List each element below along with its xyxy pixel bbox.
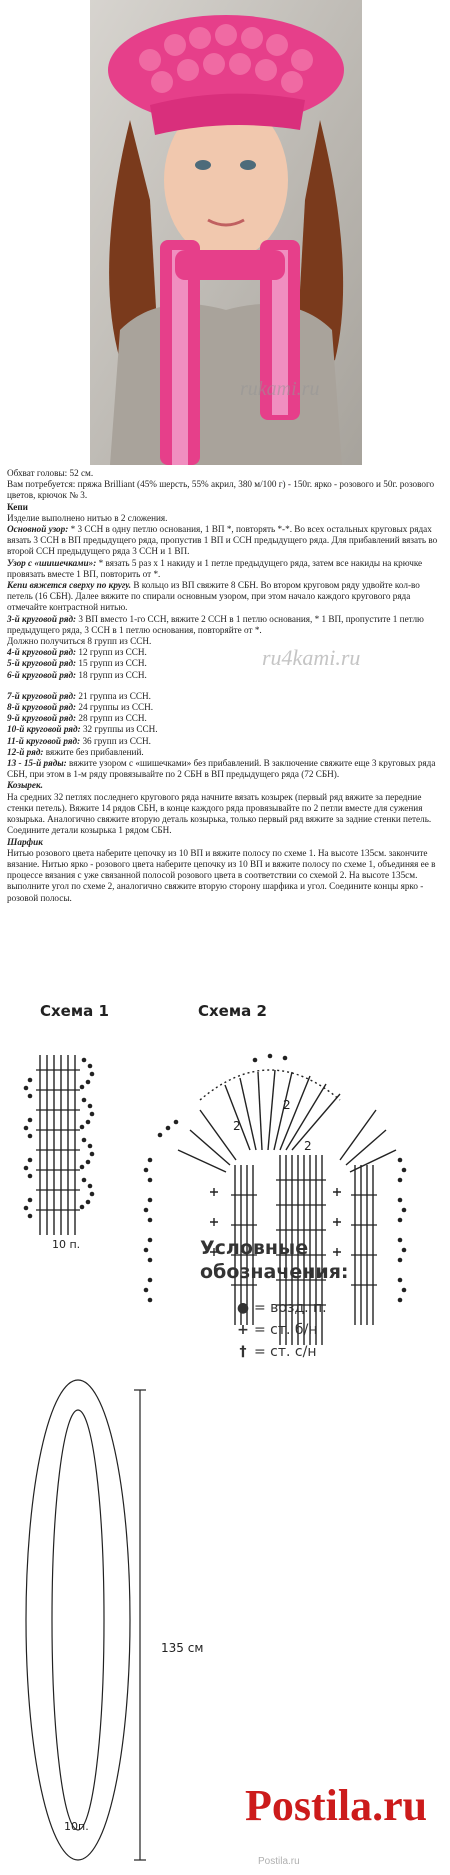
legend-chain: ● = возд. п. (232, 1300, 327, 1316)
kepi-note: Изделие выполнено нитью в 2 сложения. (7, 512, 168, 523)
scheme-1-width-label: 10 п. (52, 1238, 81, 1251)
photo-watermark: rukami.ru (240, 378, 320, 400)
visor-text: На средних 32 петлях последнего кругового ряда начните вязать козырек (первый ряд вяжите за передние стенки петель). Вяжите 14 рядов СБН, в конце каждого ряда провязывайте по 2 петли вместе для сужения козырька. Аналогично свяжите вторую деталь козырька, только первый ряд вяжите за задние стенки петель. Соедините детали козырька 1 рядом СБН. (7, 791, 432, 836)
scarf-outline (26, 1380, 146, 1860)
row-12: 12-й ряд: вяжите без прибавлений. (7, 746, 144, 757)
row-6: 6-й круговой ряд: 18 групп из ССН. ru4kami.ru (7, 644, 361, 680)
postila-watermark: Postila.ru (258, 1856, 300, 1867)
scheme-1-crossbars (36, 1070, 80, 1210)
scheme-2-mark-c: 2 (283, 1098, 291, 1112)
main-pattern: Основной узор: * 3 ССН в одну петлю основания, 1 ВП *, повторять *-*. Во всех остальных круговых рядах вязать 3 ССН в ВП предыдущего ряда, пропустив 1 ВП и ССН предыдущего ряда. Для прибавлений вязать во второй ССН предыдущего ряда 3 ССН и 1 ВП. (7, 524, 438, 557)
scheme-2-mark-a: 2 (233, 1119, 241, 1133)
scarf-heading: Шарфик (7, 836, 43, 847)
crochet-diagrams (0, 1050, 450, 1870)
row-7: 7-й круговой ряд: 21 группа из ССН. (7, 690, 151, 701)
bump-pattern: Узор с «шишечками»: * вязать 5 раз х 1 накиду и 1 петле предыдущего ряда, затем все накиды на крючке провязать вместе 1 ВП, повторить от *. (7, 557, 423, 579)
plus-icon: + (237, 1322, 249, 1338)
row-11: 11-й круговой ряд: 36 групп из ССН. (7, 735, 151, 746)
visor-heading: Козырек. (7, 780, 43, 791)
kepi-heading: Кепи (7, 501, 28, 512)
row-5: 5-й круговой ряд: 15 групп из ССН. (7, 658, 147, 669)
scheme-1-chain-dots (24, 1058, 95, 1219)
scheme-1-title: Схема 1 (40, 1002, 109, 1020)
scheme-2-mark-b: 2 (304, 1139, 312, 1153)
scarf-text: Нитью розового цвета наберите цепочку из 10 ВП и вяжите полосу по схеме 1. На высоте 135см. закончите вязание. Нитью ярко - розового цвета наберите цепочку из 10 ВП и вяжите полосу по схеме 1, объединяя ее в процессе вязания с уже связанной полосой розового цвета в соответствии со схемой 2. На высоте 135см. выполните угол по схеме 2, аналогично свяжите вторую сторону шарфика и угол. Соедините концы ярко - розовой полосы. (7, 847, 436, 903)
head-size: Обхват головы: 52 см. (7, 468, 94, 478)
scheme-1-columns (40, 1055, 75, 1235)
row-4: 4-й круговой ряд: 12 групп из ССН. (7, 647, 147, 658)
scheme-2-fan (178, 1070, 396, 1172)
materials: Вам потребуется: пряжа Brilliant (45% шерсть, 55% акрил, 380 м/100 г) - 150г. ярко - розового и 50г. розового цветов, крючок № 3. (7, 479, 435, 501)
scarf-length-label: 135 см (161, 1641, 204, 1655)
scheme-2-title: Схема 2 (198, 1002, 267, 1020)
photo-illustration (90, 0, 362, 465)
rows-13-15: 13 - 15-й ряды: вяжите узором с «шишечками» без прибавлений. В заключение свяжите еще 3 круговых ряда СБН, при этом в 1-м ряду провязывайте по 2 СБН в ВП предыдущего ряда (72 СБН). (7, 758, 436, 780)
legend-dc: † = ст. с/н (232, 1344, 317, 1360)
row-9: 9-й круговой ряд: 28 групп из ССН. (7, 713, 147, 724)
row-8: 8-й круговой ряд: 24 группы из ССН. (7, 702, 154, 713)
text-watermark: ru4kami.ru (262, 644, 361, 670)
legend-title: Условные обозначения: (200, 1237, 349, 1283)
pattern-description (7, 468, 443, 904)
hero-photo (90, 0, 362, 465)
dagger-icon: † (239, 1344, 247, 1360)
postila-logo[interactable]: Postila.ru (245, 1781, 428, 1830)
row-3-note: Должно получиться 8 групп из ССН. (7, 636, 152, 647)
legend-sc: + = ст. б/н (232, 1322, 317, 1338)
row-10: 10-й круговой ряд: 32 группы из ССН. (7, 724, 158, 735)
row-3: 3-й круговой ряд: 3 ВП вместо 1-го ССН, вяжите 2 ССН в 1 петлю основания, * 1 ВП, пропустите 1 петлю предыдущего ряда, 3 ССН в 1 петлю основания, повторяйте от *. (7, 613, 424, 635)
dot-icon: ● (236, 1300, 250, 1316)
scarf-width-label: 10п. (64, 1820, 89, 1833)
top-instructions: Кепи вяжется сверху по кругу. В кольцо из ВП свяжите 8 СБН. Во втором круговом ряду удвойте кол-во петель (16 СБН). Далее вяжите по спирали основным узором, при этом начало каждого кругового ряда отмечайте контрастной нитью. (7, 580, 420, 613)
